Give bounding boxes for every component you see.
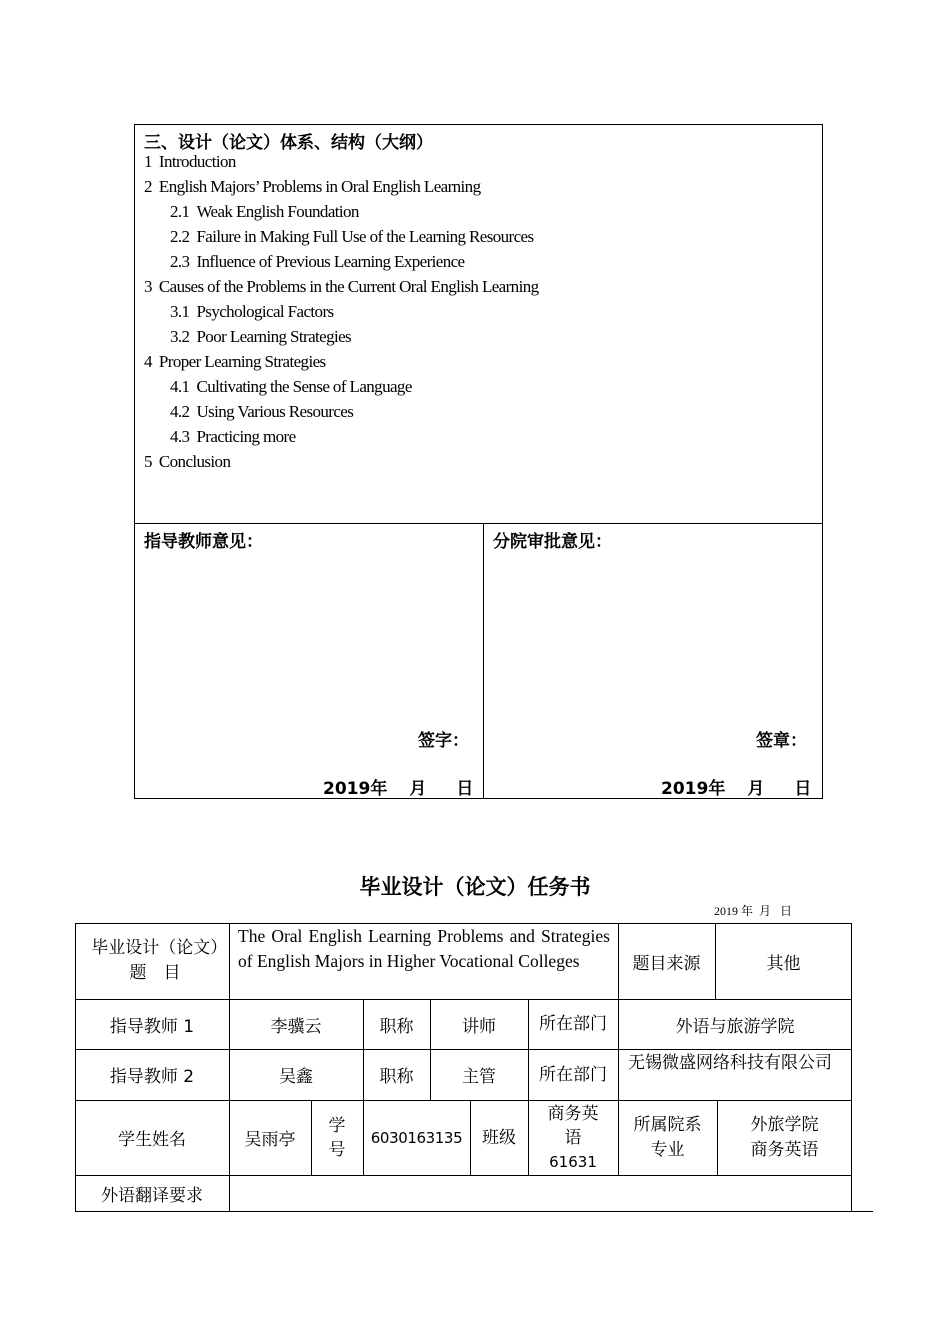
outline-item bbox=[170, 427, 296, 447]
dept-opinion-label: 分院审批意见： bbox=[493, 532, 612, 552]
outline-item-number: 5 bbox=[144, 452, 152, 471]
outline-item-text: Weak English Foundation bbox=[196, 202, 359, 221]
class-value-line1: 商务英语 bbox=[547, 1103, 599, 1148]
outline-item-number: 1 bbox=[144, 152, 152, 171]
outline-item bbox=[144, 277, 539, 297]
advisor2-title-value: 主管 bbox=[462, 1067, 496, 1087]
advisor-sign-label: 签字： bbox=[418, 731, 469, 751]
outline-item-text: Psychological Factors bbox=[196, 302, 334, 321]
advisor-date-year-char: 年 bbox=[370, 779, 388, 799]
outline-item-number: 4.3 bbox=[170, 427, 190, 446]
advisor1-name: 李骥云 bbox=[270, 1016, 322, 1037]
outline-item-number: 4.2 bbox=[170, 402, 190, 421]
advisor2-dept-value: 无锡微盛网络科技有限公司 bbox=[628, 1053, 832, 1073]
student-name-value: 吴雨亭 bbox=[244, 1130, 296, 1150]
class-value-line2: 61631 bbox=[549, 1152, 597, 1171]
col-line bbox=[311, 1100, 312, 1175]
advisor2-name: 吴鑫 bbox=[279, 1067, 313, 1087]
outline-item-number: 3.2 bbox=[170, 327, 190, 346]
advisor-date-year: 2019 bbox=[323, 779, 371, 799]
outline-item-text: Practicing more bbox=[196, 427, 296, 446]
dept-date-year-char: 年 bbox=[708, 779, 726, 799]
outline-item-number: 4 bbox=[144, 352, 152, 371]
student-id-label-text: 学号 bbox=[328, 1115, 346, 1160]
outline-item-text: Introduction bbox=[158, 152, 236, 171]
advisor-date-day-char: 日 bbox=[456, 779, 474, 799]
outline-item bbox=[170, 227, 534, 247]
student-name-label: 学生姓名 bbox=[118, 1130, 186, 1150]
outline-item bbox=[170, 327, 351, 347]
advisor1-title-value: 讲师 bbox=[462, 1016, 496, 1037]
advisor1-dept-label-text: 所在部门 bbox=[539, 1014, 607, 1034]
outline-item-text: Influence of Previous Learning Experience bbox=[196, 252, 465, 271]
outline-heading: 三、设计（论文）体系、结构（大纲） bbox=[144, 133, 433, 153]
outline-item bbox=[144, 152, 236, 172]
outline-table bbox=[134, 124, 823, 799]
source-label: 题目来源 bbox=[632, 953, 701, 974]
outline-item-number: 3.1 bbox=[170, 302, 190, 321]
dept-date-year: 2019 bbox=[661, 779, 709, 799]
outline-divider bbox=[134, 523, 823, 524]
outline-item-text: Poor Learning Strategies bbox=[196, 327, 352, 346]
class-label bbox=[480, 1100, 518, 1175]
translation-req-label: 外语翻译要求 bbox=[101, 1186, 203, 1206]
major-value-line1: 外旅学院 bbox=[750, 1114, 819, 1135]
advisor1-dept-label bbox=[538, 999, 608, 1049]
student-id-value: 6030163135 bbox=[370, 1128, 463, 1147]
advisor2-label: 指导教师 2 bbox=[109, 1067, 195, 1087]
outline-item bbox=[144, 352, 326, 372]
outline-item bbox=[170, 402, 353, 422]
task-title: 毕业设计（论文）任务书 bbox=[359, 875, 591, 899]
major-label bbox=[618, 1100, 717, 1175]
topic-label-text: 毕业设计（论文）题 目 bbox=[91, 938, 219, 983]
major-value-line2: 商务英语 bbox=[750, 1139, 819, 1160]
outline-item-number: 2.1 bbox=[170, 202, 190, 221]
advisor2-dept-label bbox=[538, 1049, 608, 1100]
opinion-divider bbox=[483, 523, 484, 799]
outline-item bbox=[170, 202, 359, 222]
topic-value: The Oral English Learning Problems and Strategies of English Majors in Higher Vocational Colleges bbox=[238, 926, 610, 971]
col-line bbox=[470, 1100, 471, 1175]
student-id-label bbox=[321, 1100, 353, 1175]
outline-item bbox=[170, 252, 465, 272]
outline-item-text: Proper Learning Strategies bbox=[158, 352, 326, 371]
advisor-opinion-label: 指导教师意见： bbox=[144, 532, 263, 552]
outline-item bbox=[170, 302, 334, 322]
outline-item-number: 2.3 bbox=[170, 252, 190, 271]
outline-item-number: 3 bbox=[144, 277, 152, 296]
advisor1-title-label: 职称 bbox=[379, 1016, 414, 1037]
advisor2-title-label: 职称 bbox=[379, 1067, 414, 1087]
outline-item-number: 4.1 bbox=[170, 377, 190, 396]
outline-item-text: Cultivating the Sense of Language bbox=[196, 377, 412, 396]
topic-label bbox=[90, 923, 220, 999]
major-label-text: 所属院系专业 bbox=[633, 1114, 702, 1160]
source-value: 其他 bbox=[766, 953, 801, 974]
task-table-bottom-extension bbox=[851, 1211, 873, 1212]
outline-item-text: Causes of the Problems in the Current Oral English Learning bbox=[158, 277, 539, 296]
class-label-text: 班级 bbox=[482, 1127, 516, 1148]
advisor-date bbox=[323, 774, 473, 799]
outline-item-text: Failure in Making Full Use of the Learning Resources bbox=[196, 227, 534, 246]
major-value bbox=[717, 1100, 852, 1175]
outline-item bbox=[170, 377, 412, 397]
advisor1-dept-value: 外语与旅游学院 bbox=[675, 1016, 795, 1037]
outline-item bbox=[144, 177, 480, 197]
outline-item-text: Conclusion bbox=[158, 452, 231, 471]
dept-date-day-char: 日 bbox=[794, 779, 812, 799]
advisor1-label: 指导教师 1 bbox=[109, 1016, 195, 1037]
outline-item-number: 2.2 bbox=[170, 227, 190, 246]
advisor2-dept-label-text: 所在部门 bbox=[539, 1064, 607, 1085]
translation-req-value bbox=[229, 1175, 852, 1212]
outline-item-text: English Majors’ Problems in Oral English Learning bbox=[158, 177, 481, 196]
class-value bbox=[528, 1100, 618, 1175]
dept-stamp-label: 签章： bbox=[756, 731, 807, 751]
outline-item-number: 2 bbox=[144, 177, 152, 196]
task-date-line: 2019 年 月 日 bbox=[714, 904, 793, 918]
outline-item-text: Using Various Resources bbox=[196, 402, 354, 421]
advisor-date-month-char: 月 bbox=[409, 779, 427, 799]
dept-date bbox=[661, 774, 811, 799]
outline-item bbox=[144, 452, 230, 472]
dept-date-month-char: 月 bbox=[747, 779, 765, 799]
